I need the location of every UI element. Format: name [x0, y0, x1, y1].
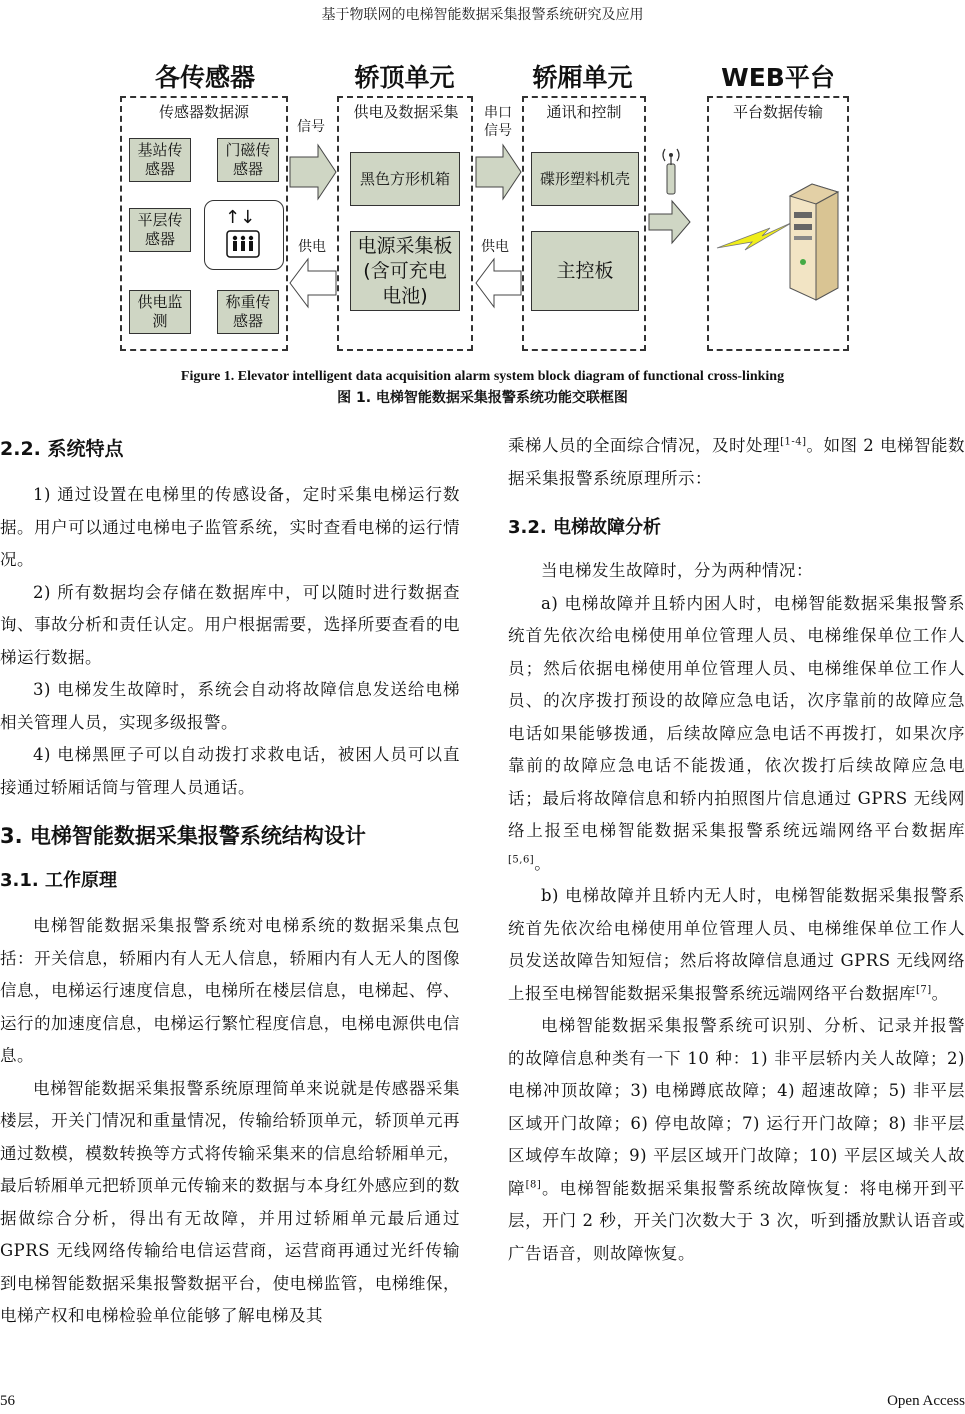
ref-7: [7] — [916, 984, 932, 995]
running-head: 基于物联网的电梯智能数据采集报警系统研究及应用 — [321, 7, 644, 23]
para-feature-3: 3) 电梯发生故障时，系统会自动将故障信息发送给电梯相关管理人员，实现多级报警。 — [0, 680, 460, 732]
para-feature-4: 4) 电梯黑匣子可以自动拨打求救电话，被困人员可以直接通过轿厢话筒与管理人员通话。 — [0, 745, 460, 797]
unit-main-board: 主控板 — [531, 231, 639, 311]
unit-power-board: 电源采集板(含可充电电池) — [350, 231, 460, 311]
unit-plastic-case: 碟形塑料机壳 — [531, 152, 639, 206]
ref-1-4: [1-4] — [780, 436, 807, 448]
sensor-power-monitor: 供电监测 — [129, 290, 191, 334]
para-cont: 乘梯人员的全面综合情况，及时处理[1-4]。如图 2 电梯智能数据采集报警系统原理所示： — [508, 436, 965, 488]
sensor-door: 门磁传感器 — [217, 138, 279, 182]
para-feature-2: 2) 所有数据均会存储在数据库中，可以随时进行数据查询、事故分析和责任认定。用户根据需要，选择所要查看的电梯运行数据。 — [0, 582, 460, 667]
sensor-level: 平层传感器 — [129, 208, 191, 252]
label-power-1: 供电 — [298, 239, 326, 255]
title-car: 轿厢单元 — [532, 63, 633, 92]
label-comm-control: 通讯和控制 — [546, 103, 622, 121]
unit-black-box: 黑色方形机箱 — [350, 152, 460, 206]
ref-8: [8] — [525, 1179, 542, 1190]
para-feature-1: 1) 通过设置在电梯里的传感设备，定时采集电梯运行数据。用户可以通过电梯电子监管系统，实时查看电梯的运行情况。 — [0, 485, 460, 569]
server-icon — [790, 184, 838, 300]
right-column — [508, 430, 965, 1270]
title-sensors: 各传感器 — [154, 63, 255, 92]
figure-caption-cn: 图 1. 电梯智能数据采集报警系统功能交联框图 — [337, 390, 628, 406]
title-web: WEB平台 — [721, 63, 835, 92]
label-serial-signal: 串口信号 — [484, 105, 512, 139]
label-power-2: 供电 — [481, 239, 509, 255]
title-car-top: 轿顶单元 — [354, 63, 455, 92]
label-power-data: 供电及数据采集 — [353, 103, 459, 121]
heading-3-2: 3.2. 电梯故障分析 — [508, 517, 661, 538]
figure-arrows — [0, 0, 965, 410]
page-number: 56 — [0, 1393, 15, 1409]
heading-2-2: 2.2. 系统特点 — [0, 438, 124, 460]
journal-name: Open Access — [887, 1393, 965, 1409]
label-sensor-source: 传感器数据源 — [158, 103, 249, 121]
para-fault-a: a) 电梯故障并且轿内困人时，电梯智能数据采集报警系统首先依次给电梯使用单位管理人员、电梯维保单位工作人员；然后依据电梯使用单位管理人员、电梯维保单位工作人员、的次序拨打预设的故障应急电话，次序靠前的故障应急电话如果能够拨通，后续故障应急电话不再拨打，如果次序靠前的故障应急电话不能拨通，依次拨打后续故障应急电话；最后将故障信息和轿内拍照图片信息通过 GPRS 无线网络上报至电梯智能数据采集报警系统远端网络平台数据库[5,6]。 — [508, 593, 965, 873]
label-platform-transfer: 平台数据传输 — [732, 103, 823, 121]
para-principle-1: 电梯智能数据采集报警系统对电梯系统的数据采集点包括：开关信息，轿厢内有人无人信息，轿厢内有人无人的图像信息，电梯运行速度信息，电梯所在楼层信息，电梯起、停、运行的加速度信息，电梯运行繁忙程度信息，电梯电源供电信息。 — [0, 916, 460, 1065]
para-fault-intro: 当电梯发生故障时，分为两种情况： — [541, 561, 813, 580]
heading-3-1: 3.1. 工作原理 — [0, 870, 117, 891]
left-column — [0, 428, 460, 1333]
lightning-icon — [717, 222, 793, 250]
heading-3: 3. 电梯智能数据采集报警系统结构设计 — [0, 824, 366, 848]
para-principle-2: 电梯智能数据采集报警系统原理简单来说就是传感器采集楼层，开关门情况和重量情况，传输给轿顶单元，轿顶单元再通过数模，模数转换等方式将传输采集来的信息给轿厢单元，最后轿厢单元把轿顶单元传输来的数据与本身红外感应到的数据做综合分析，得出有无故障，并用过轿厢单元最后通过 GPRS 无线网络传输给电信运营商，运营商再通过光纤传输到电梯智能数据采集报警数据平台，使电梯监管，电梯维保，电梯产权和电梯检验单位能够了解电梯及其 — [0, 1078, 460, 1325]
para-fault-types: 电梯智能数据采集报警系统可识别、分析、记录并报警的故障信息种类有一下 10 种：1) 非平层轿内关人故障；2) 电梯冲顶故障；3) 电梯蹲底故障；4) 超速故障；5) 非平层区域开门故障；6) 停电故障；7) 运行开门故障；8) 非平层区域停车故障；9) 平层区域开门故障；10) 平层区域关人故障[8]。电梯智能数据采集报警系统故障恢复：将电梯开到平层，开门 2 秒，开关门次数大于 3 次，听到播放默认语音或广告语音，则故障恢复。 — [508, 1016, 965, 1263]
sensor-weight: 称重传感器 — [217, 290, 279, 334]
para-fault-b: b) 电梯故障并且轿内无人时，电梯智能数据采集报警系统首先依次给电梯使用单位管理人员、电梯维保单位工作人员发送故障告知短信；然后将故障信息通过 GPRS 无线网络上报至电梯智能数据采集报警系统远端网络平台数据库[7]。 — [508, 886, 965, 1003]
figure-1 — [0, 0, 965, 410]
figure-caption-en: Figure 1. Elevator intelligent data acquisition alarm system block diagram of functional cross-linking — [180, 369, 785, 384]
label-signal: 信号 — [297, 119, 325, 135]
ref-5-6: [5,6] — [508, 854, 535, 865]
sensor-base-station: 基站传感器 — [129, 138, 191, 182]
antenna-icon — [663, 149, 679, 194]
svg-text:↑↓: ↑↓ — [225, 207, 256, 228]
